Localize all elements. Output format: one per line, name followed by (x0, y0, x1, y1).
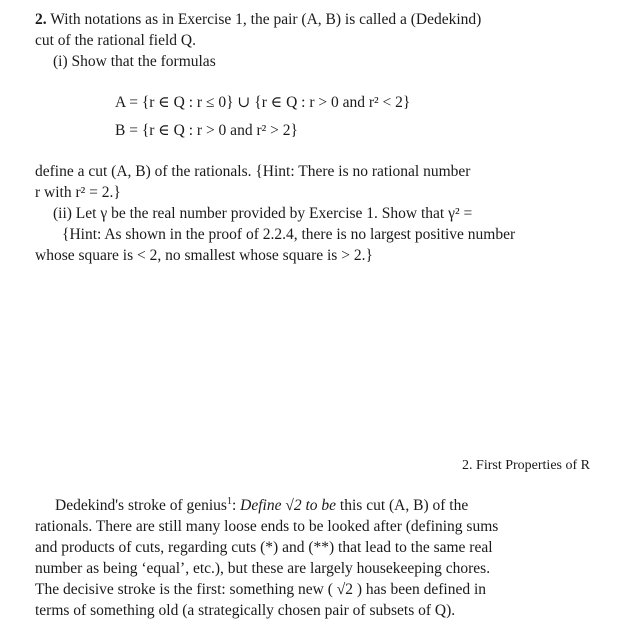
body-line-2: rationals. There are still many loose ends to be looked after (defining sums (35, 518, 499, 535)
part-i-intro: (i) Show that the formulas (53, 53, 216, 70)
body-line-3: and products of cuts, regarding cuts (*) and (**) that lead to the same real (35, 539, 493, 556)
formula-a: A = {r ∈ Q : r ≤ 0} ∪ {r ∈ Q : r > 0 and r² < 2} (115, 94, 411, 111)
exercise-number: 2. (35, 11, 47, 28)
part-ii-line-1: (ii) Let γ be the real number provided by Exercise 1. Show that γ² = (53, 205, 473, 222)
body-lead-colon: : (231, 497, 237, 514)
part-ii-hint-line: {Hint: As shown in the proof of 2.2.4, there is no largest positive number (62, 226, 516, 243)
footnote-mark: 1 (226, 495, 232, 507)
body-line-4: number as being ‘equal’, etc.), but these are largely housekeeping chores. (35, 560, 491, 577)
exercise-line-2: cut of the rational field Q. (35, 32, 196, 49)
section-header: 2. First Properties of R (462, 458, 590, 473)
formula-b: B = {r ∈ Q : r > 0 and r² > 2} (115, 122, 298, 139)
define-phrase: Define √2 to be (240, 497, 337, 514)
exercise-intro-text: With notations as in Exercise 1, the pair (A, B) is called a (Dedekind) (50, 11, 482, 28)
define-line-2: r with r² = 2.} (35, 184, 121, 201)
body-line-1 (55, 496, 468, 516)
define-line-1: define a cut (A, B) of the rationals. {Hint: There is no rational number (35, 163, 471, 180)
part-ii-hint-line-2: whose square is < 2, no smallest whose square is > 2.} (35, 247, 373, 264)
exercise-line-1 (35, 10, 481, 30)
body-lead: Dedekind's stroke of genius (55, 497, 227, 514)
body-line-5: The decisive stroke is the first: something new ( √2 ) has been defined in (35, 581, 486, 598)
body-line-6: terms of something old (a strategically chosen pair of subsets of Q). (35, 602, 456, 619)
body-lead-rest: this cut (A, B) of the (339, 497, 469, 514)
